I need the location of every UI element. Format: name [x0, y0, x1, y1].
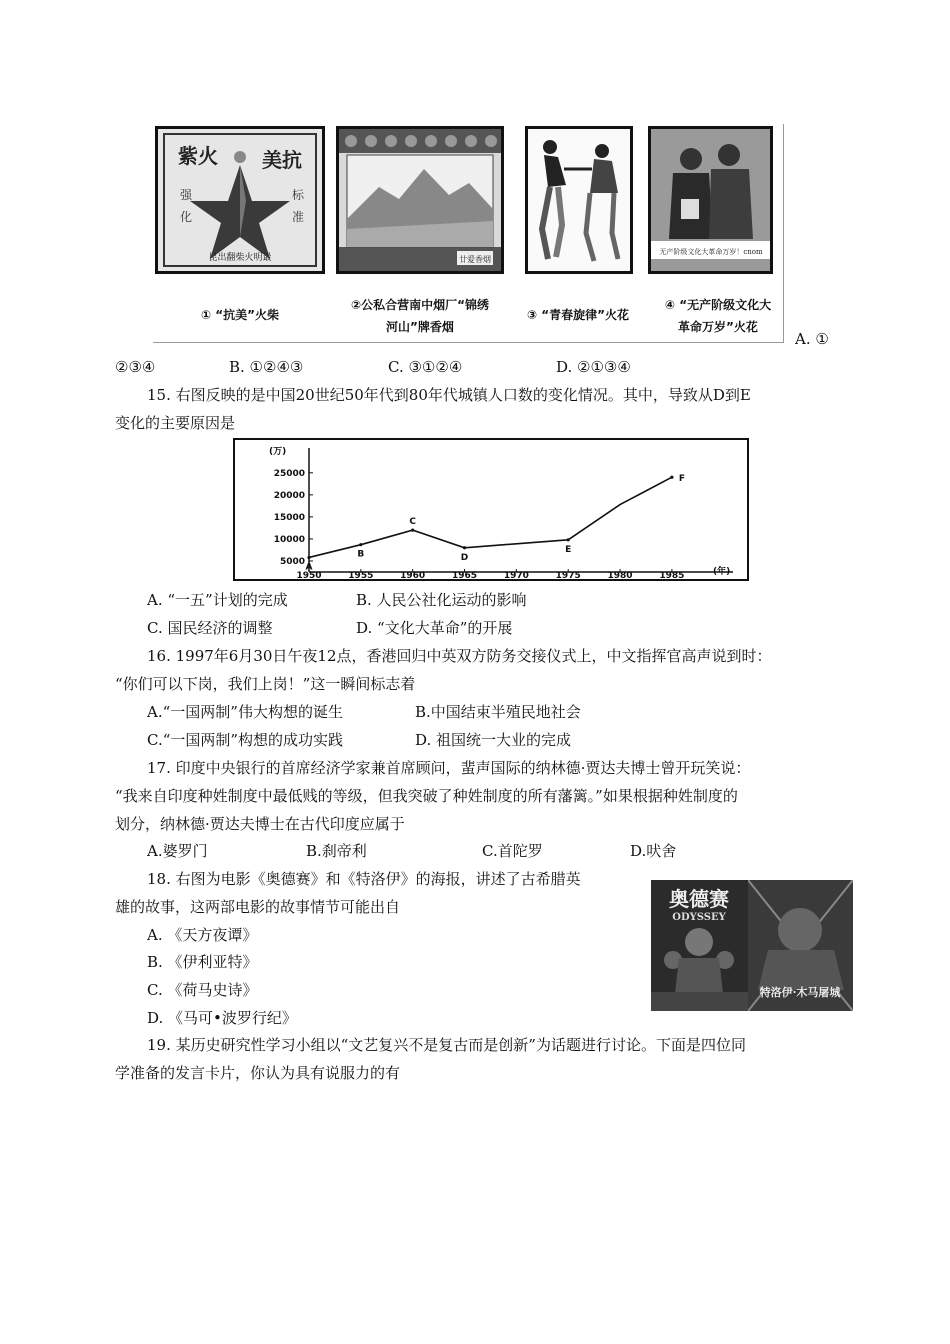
series-line — [309, 477, 672, 557]
q18-stem-line1: 18. 右图为电影《奥德赛》和《特洛伊》的海报，讲述了古希腊英 — [147, 870, 581, 888]
y-tick-label: 20000 — [273, 490, 305, 501]
point-label: E — [565, 544, 572, 555]
q15-option-b: B. 人民公社化运动的影响 — [356, 591, 527, 609]
point-label: F — [678, 474, 685, 485]
y-tick-label: 15000 — [273, 512, 305, 523]
troy-poster — [748, 880, 853, 1011]
q16-option-b: B.中国结束半殖民地社会 — [415, 703, 581, 721]
q15-option-d: D. “文化大革命”的开展 — [356, 619, 513, 637]
q17-stem-line2: “我来自印度种姓制度中最低贱的等级，但我突破了种姓制度的所有藩篱。”如果根据种姓制度的 — [115, 787, 738, 805]
q18-stem-line2: 雄的故事，这两部电影的故事情节可能出自 — [115, 898, 401, 916]
q16-option-d: D. 祖国统一大业的完成 — [415, 731, 572, 749]
img1-text-left: 紫火 — [178, 144, 218, 168]
q16-option-c: C.“一国两制”构想的成功实践 — [147, 731, 344, 749]
caption-2-line1: ②公私合营南中烟厂“锦绣 — [350, 298, 490, 312]
x-tick-label: 1955 — [348, 571, 374, 579]
q17-option-d: D.吠舍 — [630, 842, 677, 860]
q18-option-b: B. 《伊利亚特》 — [147, 953, 258, 971]
cigarette-pack-image — [336, 126, 504, 274]
q14-option-c: C. ③①②④ — [388, 358, 463, 376]
x-tick-label: 1975 — [555, 571, 581, 579]
img1-bottom-text: 昆出翻柴火明最 — [208, 253, 272, 263]
caption-2-line2: 河山”牌香烟 — [386, 320, 454, 334]
cultural-revolution-image — [648, 126, 773, 274]
x-tick-label: 1970 — [503, 571, 529, 579]
dancing-couple-icon — [528, 129, 630, 271]
q14-option-a-head: A. ① — [795, 330, 829, 348]
y-tick-label: 5000 — [279, 556, 305, 567]
x-tick-label: 1980 — [607, 571, 633, 579]
q19-stem-line1: 19. 某历史研究性学习小组以“文艺复兴不是复古而是创新”为话题进行讨论。下面是四位同 — [147, 1036, 746, 1054]
x-tick-label: 1950 — [296, 571, 322, 579]
poster1-title-cn: 奥德赛 — [669, 887, 729, 911]
x-axis-unit: (年) — [713, 567, 731, 577]
img1-side-text: 准 — [292, 210, 305, 224]
youth-melody-image — [525, 126, 633, 274]
point-label: C — [409, 517, 416, 528]
data-point — [411, 529, 414, 532]
population-chart — [233, 438, 749, 581]
odyssey-poster-art — [651, 880, 748, 1011]
q19-stem-line2: 学准备的发言卡片，你认为具有说服力的有 — [115, 1064, 401, 1082]
matchbox-label-image — [155, 126, 325, 274]
img1-side-text: 化 — [180, 210, 193, 224]
q16-option-a: A.“一国两制”伟大构想的诞生 — [147, 703, 343, 721]
q14-image-panel — [153, 124, 784, 343]
img1-text-right: 美抗 — [262, 148, 302, 172]
data-point — [359, 543, 362, 546]
odyssey-poster — [651, 880, 748, 1011]
q17-option-b: B.刹帝利 — [306, 842, 367, 860]
q18-option-a: A. 《天方夜谭》 — [147, 926, 258, 944]
poster1-title-en: ODYSSEY — [672, 912, 726, 923]
q18-option-c: C. 《荷马史诗》 — [147, 981, 258, 999]
x-tick-label: 1960 — [400, 571, 426, 579]
point-label: A — [305, 562, 313, 573]
q14-option-d: D. ②①③④ — [556, 358, 631, 376]
q16-stem-line2: “你们可以下岗，我们上岗！”这一瞬间标志着 — [115, 675, 416, 693]
img1-side-text: 强 — [180, 188, 193, 202]
q14-option-a-tail: ②③④ — [115, 358, 156, 376]
img2-label: 廿爱香烟 — [459, 255, 491, 264]
q17-stem-line3: 划分，纳林德·贾达夫博士在古代印度应属于 — [115, 815, 405, 833]
q15-option-c: C. 国民经济的调整 — [147, 619, 273, 637]
q15-stem-line2: 变化的主要原因是 — [115, 414, 236, 432]
data-point — [567, 538, 570, 541]
population-line-chart — [235, 440, 747, 579]
caption-3: ③ “青春旋律”火花 — [526, 308, 630, 322]
caption-4-line2: 革命万岁”火花 — [678, 320, 758, 334]
caption-1: ① “抗美”火柴 — [200, 308, 280, 322]
q14-option-b: B. ①②④③ — [229, 358, 304, 376]
poster2-title: 特洛伊·木马屠城 — [759, 986, 841, 999]
x-tick-label: 1985 — [659, 571, 685, 579]
y-axis-label: (万) — [269, 447, 287, 457]
two-figures-icon — [651, 129, 770, 271]
data-point — [670, 476, 673, 479]
data-point — [463, 546, 466, 549]
q15-option-a: A. “一五”计划的完成 — [147, 591, 288, 609]
img1-side-text: 标 — [292, 188, 305, 202]
y-tick-label: 10000 — [273, 534, 305, 545]
img4-banner: 无产阶级文化大革命万岁！cnom — [659, 248, 763, 256]
mountain-landscape-icon — [339, 129, 501, 271]
q18-option-d: D. 《马可•波罗行纪》 — [147, 1009, 297, 1027]
troy-poster-art — [748, 880, 853, 1011]
q15-stem-line1: 15. 右图反映的是中国20世纪50年代到80年代城镇人口数的变化情况。其中，导致从D到E — [147, 386, 751, 404]
point-label: B — [357, 549, 365, 560]
q16-stem-line1: 16. 1997年6月30日午夜12点，香港回归中英双方防务交接仪式上，中文指挥官高声说到时： — [147, 647, 772, 665]
caption-4-line1: ④ “无产阶级文化大 — [664, 298, 772, 312]
point-label: D — [460, 552, 469, 563]
red-star-icon — [158, 129, 322, 271]
data-point — [307, 556, 310, 559]
q17-stem-line1: 17. 印度中央银行的首席经济学家兼首席顾问，蜚声国际的纳林德·贾达夫博士曾开玩笑说： — [147, 759, 751, 777]
x-tick-label: 1965 — [451, 571, 478, 579]
y-tick-label: 25000 — [273, 468, 305, 479]
q17-option-a: A.婆罗门 — [147, 842, 208, 860]
q17-option-c: C.首陀罗 — [482, 842, 543, 860]
